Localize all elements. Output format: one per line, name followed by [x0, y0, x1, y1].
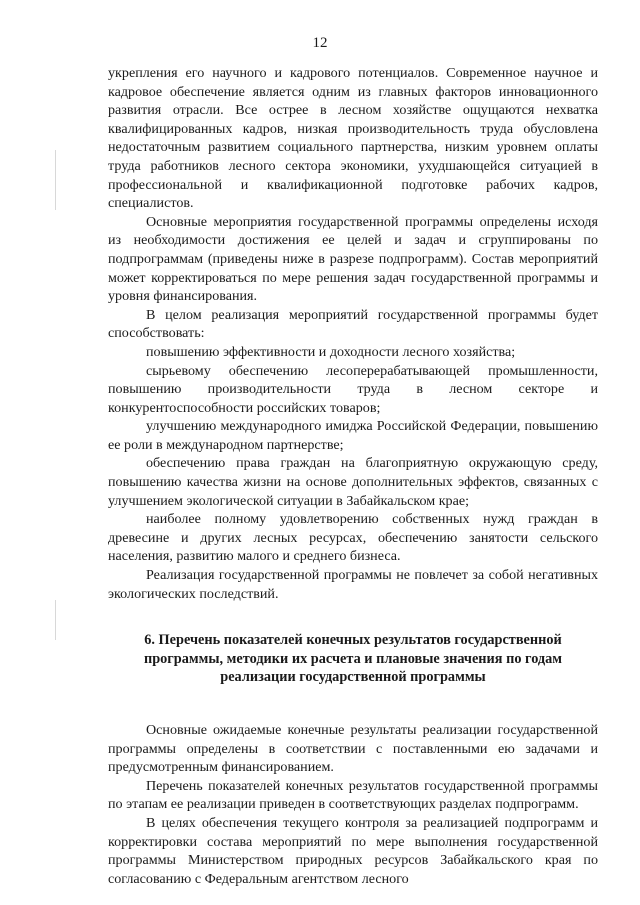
- list-item: улучшению международного имиджа Российской Федерации, повышению ее роли в международном партнерстве;: [108, 418, 598, 453]
- paragraph: Основные мероприятия государственной программы определены исходя из необходимости достижения ее целей и задач и сгруппированы по подпрограммам (приведены ниже в разрезе подпрограмм). Состав мероприятий может корректироваться по мере решения задач государственной программы и уровня финансирования.: [108, 213, 598, 305]
- paragraph: укрепления его научного и кадрового потенциалов. Современное научное и кадровое обеспечение является одним из главных факторов инновационного развития отрасли. Все острее в лесном хозяйстве ощущаются нехватка квалифицированных кадров, низкая производительность труда обусловлена недостаточным развитием социального партнерства, низким уровнем оплаты труда работников лесного сектора экономики, ухудшающейся ситуацией в профессиональной и квалификационной подготовке рабочих кадров, специалистов.: [108, 65, 598, 212]
- page-number: 12: [312, 35, 328, 51]
- paragraph: В целях обеспечения текущего контроля за реализацией подпрограмм и корректировки состава мероприятий по мере выполнения государственной программы Министерством природных ресурсов Забайкальского края по согласованию с Федеральным агентством лесного: [108, 814, 598, 887]
- list-item: сырьевому обеспечению лесоперерабатывающей промышленности, повышению производительности труда в лесном секторе и конкурентоспособности российских товаров;: [108, 362, 598, 416]
- paragraph: В целом реализация мероприятий государственной программы будет способствовать:: [108, 306, 598, 342]
- paragraph: Реализация государственной программы не повлечет за собой негативных экологических последствий.: [108, 567, 598, 602]
- scan-margin-mark: [55, 600, 56, 640]
- section-heading: 6. Перечень показателей конечных результатов государственной программы, методики их расчета и плановые значения по годам реализации государственной программы: [143, 632, 563, 686]
- document-body: [108, 64, 598, 888]
- list-item: повышению эффективности и доходности лесного хозяйства;: [146, 343, 516, 360]
- scan-margin-mark: [55, 150, 56, 210]
- paragraph: Основные ожидаемые конечные результаты реализации государственной программы определены в соответствии с поставленными ею задачами и предусмотренным финансированием.: [108, 722, 598, 776]
- paragraph: Перечень показателей конечных результатов государственной программы по этапам ее реализации приведен в соответствующих разделах подпрограмм.: [108, 777, 598, 813]
- list-item: обеспечению права граждан на благоприятную окружающую среду, повышению качества жизни на основе дополнительных эффектов, связанных с улучшением экологической ситуации в Забайкальском крае;: [108, 455, 598, 509]
- list-item: наиболее полному удовлетворению собственных нужд граждан в древесине и других лесных ресурсах, обеспечению занятости сельского населения, развитию малого и среднего бизнеса.: [108, 511, 598, 565]
